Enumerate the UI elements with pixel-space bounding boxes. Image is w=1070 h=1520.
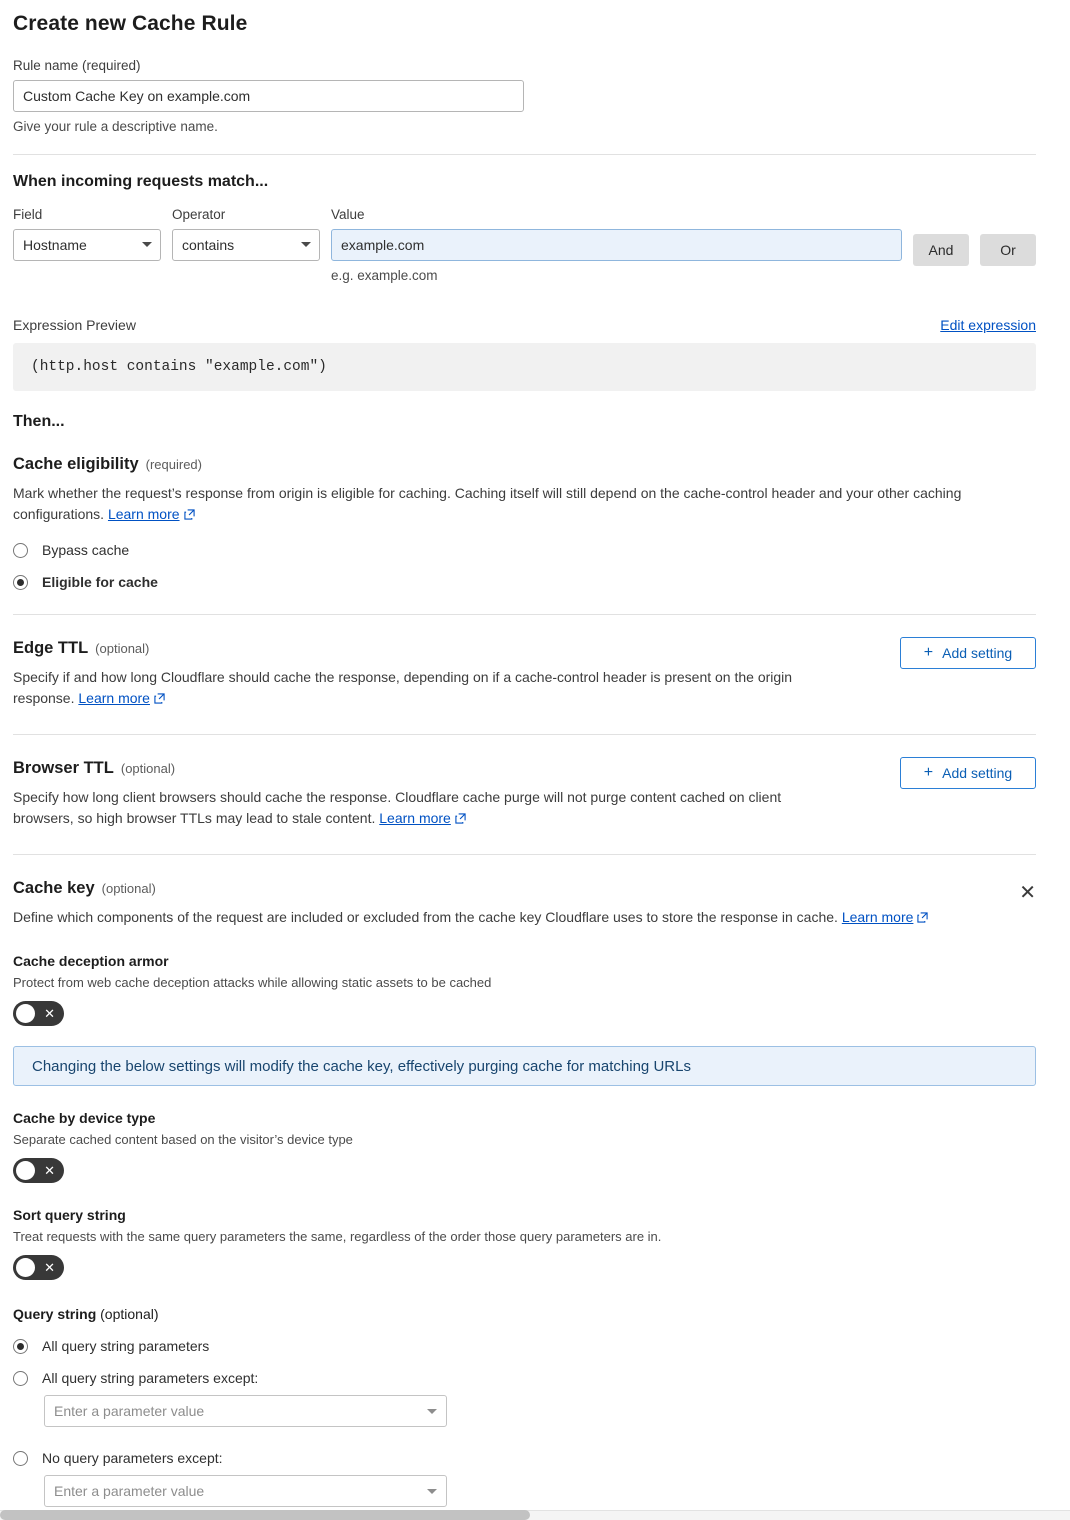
browser-ttl-description	[13, 787, 843, 830]
sort-query-string-toggle[interactable]	[13, 1255, 64, 1280]
and-button[interactable]: And	[913, 234, 969, 266]
or-button[interactable]: Or	[980, 234, 1036, 266]
rule-name-input[interactable]	[13, 80, 524, 112]
cache-eligibility-learn-more-link[interactable]: Learn more	[107, 506, 180, 522]
cache-eligibility-description	[13, 483, 1013, 526]
cache-key-section	[13, 879, 1036, 1507]
cache-key-description	[13, 907, 1013, 929]
cache-key-description-text: Define which components of the request are included or excluded from the cache key Cloudflare uses to store the response in cache.	[13, 909, 838, 925]
external-link-icon	[154, 689, 165, 710]
browser-ttl-optional: (optional)	[120, 761, 176, 776]
browser-ttl-heading	[13, 759, 843, 778]
external-link-icon	[455, 809, 466, 830]
then-title: Then...	[13, 413, 65, 430]
edge-ttl-learn-more-link[interactable]: Learn more	[78, 690, 150, 706]
query-string-all-except-param-placeholder: Enter a parameter value	[54, 1403, 205, 1419]
field-select[interactable]	[13, 229, 161, 261]
query-string-none-except-option[interactable]	[13, 1450, 1036, 1466]
edge-ttl-add-setting-button[interactable]	[900, 637, 1036, 669]
edge-ttl-description-text: Specify if and how long Cloudflare should cache the response, depending on if a cache-control header is present on the origin response.	[13, 669, 793, 706]
plus-icon: +	[923, 764, 934, 781]
expression-preview-label: Expression Preview	[13, 317, 136, 333]
edge-ttl-title: Edge TTL	[13, 639, 89, 657]
eligible-for-cache-radio[interactable]	[13, 575, 28, 590]
cache-key-notice-text: Changing the below settings will modify the cache key, effectively purging cache for matching URLs	[32, 1057, 691, 1075]
query-string-none-except-param-wrap[interactable]	[44, 1475, 447, 1507]
bypass-cache-label: Bypass cache	[42, 542, 130, 558]
edit-expression-link[interactable]: Edit expression	[940, 317, 1036, 333]
expression-header	[13, 317, 1036, 333]
eligible-for-cache-label: Eligible for cache	[42, 574, 158, 590]
cache-eligibility-title: Cache eligibility	[13, 455, 139, 473]
query-string-none-except-radio[interactable]	[13, 1451, 28, 1466]
browser-ttl-add-setting-label: Add setting	[942, 765, 1013, 781]
query-string-all-option[interactable]	[13, 1338, 1036, 1354]
match-row	[13, 207, 1036, 283]
toggle-off-icon: ✕	[44, 1260, 55, 1275]
browser-ttl-learn-more-link[interactable]: Learn more	[379, 810, 451, 826]
operator-label: Operator	[172, 207, 226, 222]
cache-eligibility-section	[13, 455, 1036, 590]
edge-ttl-description	[13, 667, 843, 710]
horizontal-scrollbar[interactable]	[0, 1510, 1070, 1520]
toggle-knob	[16, 1258, 35, 1277]
cache-deception-armor-toggle[interactable]	[13, 1001, 64, 1026]
cache-eligibility-required: (required)	[145, 457, 202, 472]
rule-name-label: Rule name (required)	[13, 58, 141, 73]
external-link-icon	[917, 908, 928, 929]
value-label: Value	[331, 207, 365, 222]
close-icon[interactable]: ✕	[1019, 882, 1036, 904]
cache-deception-armor-description: Protect from web cache deception attacks while allowing static assets to be cached	[13, 975, 492, 990]
operator-column	[172, 207, 320, 261]
value-input[interactable]	[331, 229, 902, 261]
query-string-all-except-radio[interactable]	[13, 1371, 28, 1386]
page-title: Create new Cache Rule	[13, 12, 248, 35]
cache-deception-armor-title: Cache deception armor	[13, 953, 169, 969]
expression-preview-box	[13, 343, 1036, 391]
bypass-cache-option[interactable]	[13, 542, 1036, 558]
chevron-down-icon	[427, 1409, 437, 1414]
match-section-title: When incoming requests match...	[13, 173, 269, 190]
divider-1	[13, 154, 1036, 155]
cache-key-learn-more-link[interactable]: Learn more	[841, 909, 914, 925]
rule-name-group	[13, 58, 1036, 134]
browser-ttl-add-setting-button[interactable]	[900, 757, 1036, 789]
edge-ttl-optional: (optional)	[95, 641, 150, 656]
browser-ttl-text-col	[13, 735, 843, 830]
browser-ttl-description-text: Specify how long client browsers should cache the response. Cloudflare cache purge will not purge content cached on client browsers, so high browser TTLs may lead to stale content.	[13, 789, 782, 826]
bypass-cache-radio[interactable]	[13, 543, 28, 558]
query-string-none-except-param-placeholder: Enter a parameter value	[54, 1483, 205, 1499]
query-string-none-except-label: No query parameters except:	[42, 1450, 223, 1466]
query-string-all-radio[interactable]	[13, 1339, 28, 1354]
query-string-all-except-label: All query string parameters except:	[42, 1370, 259, 1386]
value-hint: e.g. example.com	[331, 268, 438, 283]
divider-4	[13, 854, 1036, 855]
logic-buttons	[913, 234, 1036, 266]
cache-key-optional: (optional)	[101, 881, 156, 896]
field-label: Field	[13, 207, 43, 222]
operator-select-wrap[interactable]	[172, 229, 320, 261]
query-string-optional: (optional)	[100, 1306, 159, 1322]
cache-key-title: Cache key	[13, 879, 95, 897]
value-column	[331, 207, 902, 283]
toggle-knob	[16, 1004, 35, 1023]
query-string-heading	[13, 1306, 1036, 1322]
cache-eligibility-heading	[13, 455, 1036, 474]
query-string-all-except-option[interactable]	[13, 1370, 1036, 1386]
cache-eligibility-description-text: Mark whether the request’s response from origin is eligible for caching. Caching itself will still depend on the cache-control header and your other caching configurations.	[13, 485, 962, 522]
toggle-off-icon: ✕	[44, 1163, 55, 1178]
sort-query-string-title: Sort query string	[13, 1207, 126, 1223]
eligible-for-cache-option[interactable]	[13, 574, 1036, 590]
edge-ttl-add-setting-label: Add setting	[942, 645, 1013, 661]
expression-text: (http.host contains "example.com")	[31, 359, 327, 375]
operator-select[interactable]	[172, 229, 320, 261]
edge-ttl-heading	[13, 639, 843, 658]
toggle-off-icon: ✕	[44, 1006, 55, 1021]
query-string-all-except-param-select[interactable]	[44, 1395, 447, 1427]
field-column	[13, 207, 161, 261]
toggle-knob	[16, 1161, 35, 1180]
cache-key-notice	[13, 1046, 1036, 1086]
external-link-icon	[184, 505, 195, 526]
edge-ttl-text-col	[13, 615, 843, 710]
cache-by-device-type-description: Separate cached content based on the visitor’s device type	[13, 1132, 353, 1147]
field-select-wrap[interactable]	[13, 229, 161, 261]
cache-by-device-type-title: Cache by device type	[13, 1110, 156, 1126]
horizontal-scrollbar-thumb[interactable]	[0, 1510, 530, 1520]
cache-key-heading	[13, 879, 1036, 898]
browser-ttl-title: Browser TTL	[13, 759, 114, 777]
browser-ttl-section	[13, 735, 1036, 830]
sort-query-string-description: Treat requests with the same query parameters the same, regardless of the order those query parameters are in.	[13, 1229, 662, 1244]
cache-by-device-type-toggle[interactable]	[13, 1158, 64, 1183]
edge-ttl-section	[13, 615, 1036, 710]
plus-icon: +	[923, 644, 934, 661]
query-string-all-label: All query string parameters	[42, 1338, 210, 1354]
rule-name-helper: Give your rule a descriptive name.	[13, 119, 218, 134]
query-string-title: Query string	[13, 1306, 97, 1322]
query-string-all-except-param-wrap[interactable]	[44, 1395, 447, 1427]
chevron-down-icon	[427, 1489, 437, 1494]
query-string-none-except-param-select[interactable]	[44, 1475, 447, 1507]
